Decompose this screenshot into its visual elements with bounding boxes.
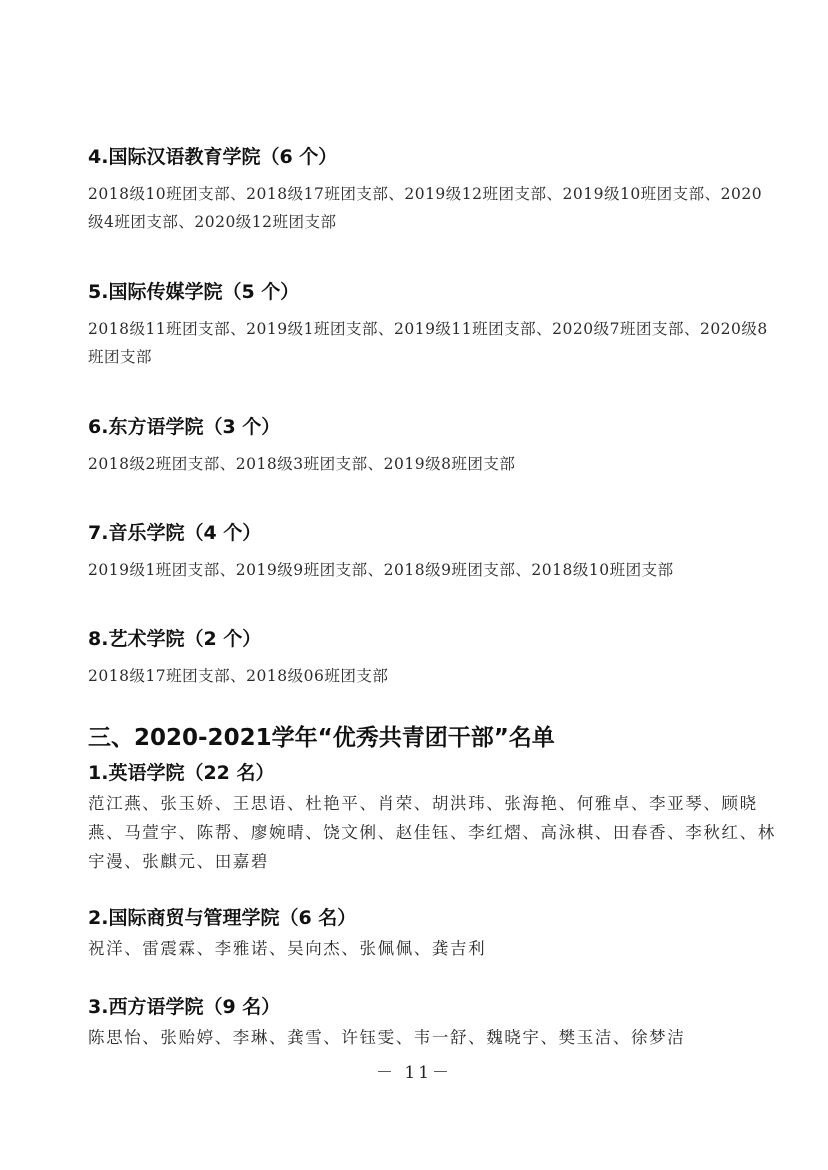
section-text-international-media: 2018级11班团支部、2019级1班团支部、2019级11班团支部、2020级7班团支部、2020级8班团支部 [88,320,768,366]
group-names-business-management: 祝洋、雷震霖、李雅诺、吴向杰、张佩佩、龚吉利 [88,939,487,958]
section-heading-international-media: 5.国际传媒学院（5 个） [88,281,300,303]
part-three-title: 三、2020-2021学年“优秀共青团干部”名单 [88,725,555,751]
section-heading-oriental-languages: 6.东方语学院（3 个） [88,416,281,438]
group-heading-business-management: 2.国际商贸与管理学院（6 名） [88,907,357,929]
section-text-oriental-languages: 2018级2班团支部、2018级3班团支部、2019级8班团支部 [88,455,516,473]
group-heading-western-languages: 3.西方语学院（9 名） [88,996,281,1018]
section-text-music: 2019级1班团支部、2019级9班团支部、2018级9班团支部、2018级10班团支部 [88,561,674,579]
section-text-international-chinese-education: 2018级10班团支部、2018级17班团支部、2019级12班团支部、2019级10班团支部、2020级4班团支部、2020级12班团支部 [88,185,763,231]
group-names-western-languages: 陈思怡、张贻婷、李琳、龚雪、许钰雯、韦一舒、魏晓宇、樊玉洁、徐梦洁 [88,1028,686,1047]
section-text-art: 2018级17班团支部、2018级06班团支部 [88,667,389,685]
group-names-english: 范江燕、张玉娇、王思语、杜艳平、肖荣、胡洪玮、张海艳、何雅卓、李亚琴、顾晓燕、马萱宇、陈帮、廖婉晴、饶文俐、赵佳钰、李红熠、高泳棋、田春香、李秋红、林宇漫、张麒元、田嘉碧 [88,794,776,871]
page-number: － 11－ [375,1063,453,1083]
group-heading-english: 1.英语学院（22 名） [88,762,275,784]
section-heading-international-chinese-education: 4.国际汉语教育学院（6 个） [88,146,338,168]
section-heading-art: 8.艺术学院（2 个） [88,628,262,650]
section-heading-music: 7.音乐学院（4 个） [88,522,262,544]
